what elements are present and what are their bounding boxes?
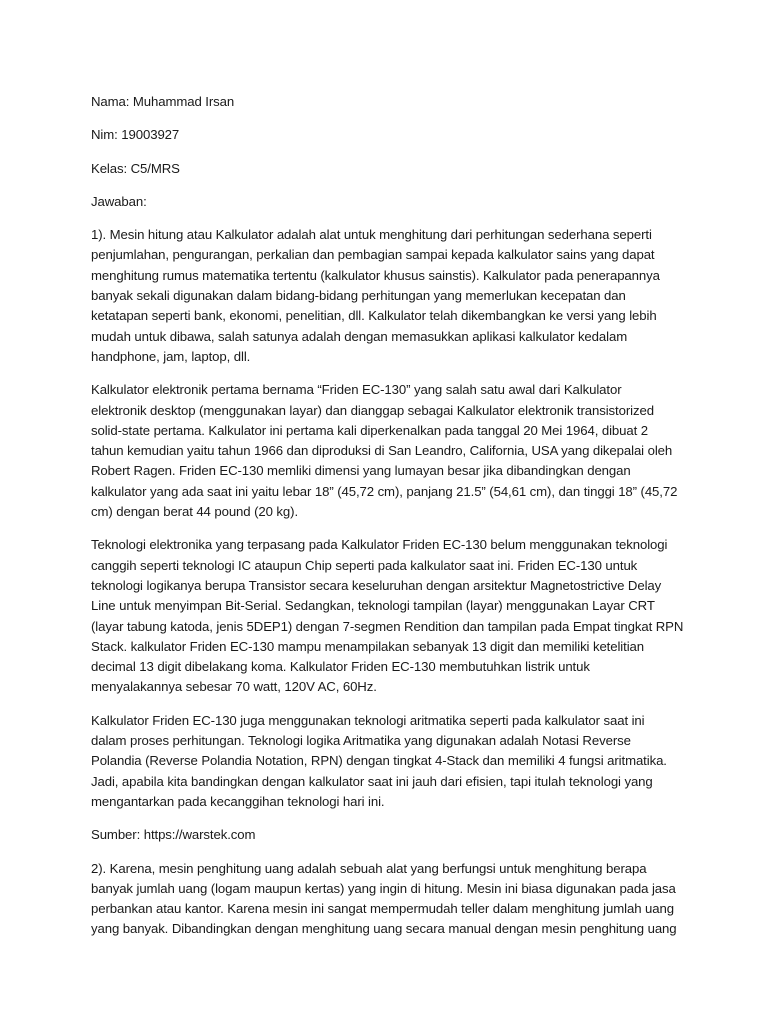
paragraph-line: yang banyak. Dibandingkan dengan menghitung uang secara manual dengan mesin penghitung uang	[91, 921, 677, 937]
paragraph-line: Line untuk menyimpan Bit-Serial. Sedangkan, teknologi tampilan (layar) menggunakan Layar CRT	[91, 598, 655, 614]
paragraph-line: banyak sekali digunakan dalam bidang-bidang perhitungan yang memerlukan kecepatan dan	[91, 288, 626, 304]
paragraph-line: handphone, jam, laptop, dll.	[91, 348, 251, 364]
student-nim: Nim: 19003927	[91, 127, 180, 143]
paragraph-line: solid-state pertama. Kalkulator ini pertama kali diperkenalkan pada tanggal 20 Mei 1964, dibuat 2	[91, 422, 648, 438]
paragraph-line: 1). Mesin hitung atau Kalkulator adalah alat untuk menghitung dari perhitungan sederhana seperti	[91, 227, 652, 243]
document-page	[91, 92, 687, 953]
paragraph-line: Kalkulator Friden EC-130 juga menggunakan teknologi aritmatika seperti pada kalkulator saat ini	[91, 712, 645, 728]
student-name: Nama: Muhammad Irsan	[91, 94, 235, 109]
paragraph-line: Teknologi elektronika yang terpasang pada Kalkulator Friden EC-130 belum menggunakan teknologi	[91, 537, 668, 553]
paragraph-line: Kalkulator elektronik pertama bernama “Friden EC-130” yang salah satu awal dari Kalkulator	[91, 382, 622, 398]
paragraph	[91, 859, 687, 940]
paragraph-line: (layar tabung katoda, jenis 5DEP1) dengan 7-segmen Rendition dan tampilan pada Empat tingkat RPN	[91, 618, 684, 634]
paragraph-line: menghitung rumus matematika tertentu (kalkulator khusus sainstis). Kalkulator pada penerapannya	[91, 267, 660, 283]
paragraph	[91, 535, 687, 697]
paragraph	[91, 225, 687, 367]
paragraph-line: Stack. kalkulator Friden EC-130 mampu menampilakan sebanyak 13 digit dan memiliki ketelitian	[91, 638, 645, 654]
student-class: Kelas: C5/MRS	[91, 160, 180, 176]
paragraph-line: mengantarkan pada kecanggihan teknologi hari ini.	[91, 793, 385, 809]
paragraph-line: 2). Karena, mesin penghitung uang adalah sebuah alat yang berfungsi untuk menghitung berapa	[91, 860, 647, 876]
paragraph-line: dalam proses perhitungan. Teknologi logika Aritmatika yang digunakan adalah Notasi Reverse	[91, 733, 631, 749]
paragraph-line: cm) dengan berat 44 pound (20 kg).	[91, 504, 299, 520]
paragraph-line: mudah untuk dibawa, salah satunya adalah dengan memasukkan aplikasi kalkulator kedalam	[91, 328, 628, 344]
paragraph-line: Polandia (Reverse Polandia Notation, RPN) dengan tingkat 4-Stack dan memiliki 4 fungsi aritmatika.	[91, 753, 667, 769]
paragraph-line: Jadi, apabila kita bandingkan dengan kalkulator saat ini jauh dari efisien, tapi itulah teknologi yang	[91, 773, 653, 789]
paragraph-line: tahun kemudian yaitu tahun 1966 dan diproduksi di San Leandro, California, USA yang dikepalai oleh	[91, 443, 673, 459]
paragraph	[91, 711, 687, 812]
paragraph-line: elektronik desktop (menggunakan layar) dan dianggap sebagai Kalkulator elektronik transistorized	[91, 402, 654, 418]
paragraph-line: teknologi logikanya berupa Transistor secara keseluruhan dengan arsitektur Magnetostrictive Delay	[91, 577, 662, 593]
paragraph-line: penjumlahan, pengurangan, perkalian dan pembagian sampai kepada kalkulator sains yang dapat	[91, 247, 655, 263]
paragraph-line: ketatapan seperti bank, ekonomi, penelitian, dll. Kalkulator telah dikembangkan ke versi yang lebih	[91, 308, 657, 324]
paragraph-line: Sumber: https://warstek.com	[91, 827, 256, 843]
paragraph-line: canggih seperti teknologi IC ataupun Chip seperti pada kalkulator saat ini. Friden EC-130 untuk	[91, 557, 638, 573]
answer-body	[91, 225, 687, 940]
paragraph-line: kalkulator yang ada saat ini yaitu lebar 18” (45,72 cm), panjang 21.5” (54,61 cm), dan tinggi 18” (45,72	[91, 483, 678, 499]
answer-heading: Jawaban:	[91, 193, 147, 209]
paragraph-line: menyalakannya sebesar 70 watt, 120V AC, 60Hz.	[91, 679, 377, 695]
paragraph-line: perbankan atau kantor. Karena mesin ini sangat mempermudah teller dalam menghitung jumlah uang	[91, 901, 674, 917]
paragraph-line: Robert Ragen. Friden EC-130 memliki dimensi yang lumayan besar jika dibandingkan dengan	[91, 463, 631, 479]
paragraph-line: decimal 13 digit dibelakang koma. Kalkulator Friden EC-130 membutuhkan listrik untuk	[91, 659, 590, 675]
paragraph	[91, 825, 687, 845]
paragraph	[91, 380, 687, 522]
paragraph-line: banyak jumlah uang (logam maupun kertas) yang ingin di hitung. Mesin ini biasa digunakan pada jasa	[91, 880, 676, 896]
